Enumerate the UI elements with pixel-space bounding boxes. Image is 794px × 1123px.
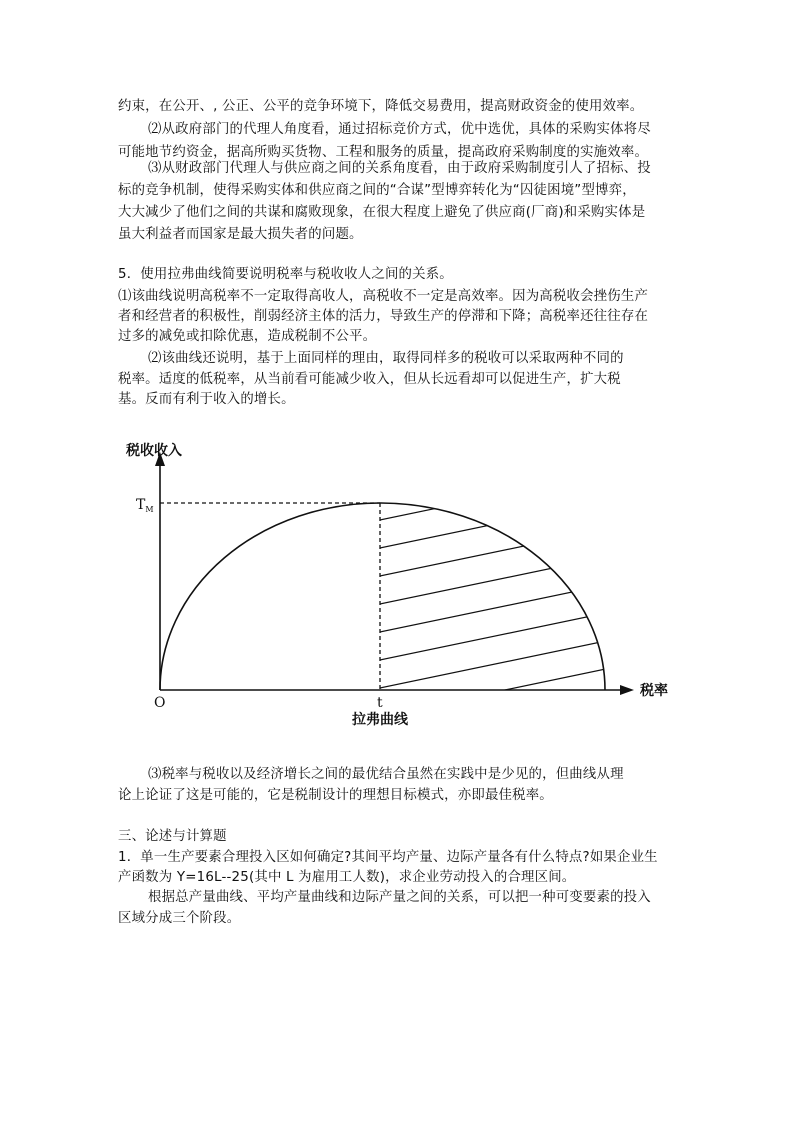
paragraph-line: ⑵该曲线还说明，基于上面同样的理由，取得同样多的税收可以采取两种不同的 (148, 351, 624, 366)
paragraph-line: 者和经营者的积极性，削弱经济主体的活力，导致生产的停滞和下降；高税率还往往存在 (118, 309, 649, 324)
question-5: 5．使用拉弗曲线简要说明税率与税收收人之间的关系。 (118, 267, 453, 282)
origin-label: O (154, 695, 166, 711)
section-heading: 三、论述与计算题 (118, 829, 227, 844)
t-label: t (377, 695, 383, 711)
tm-label: $T_M$ (136, 497, 154, 514)
paragraph-line: 标的竞争机制，使得采购实体和供应商之间的“合谋”型博弈转化为“囚徒困境”型博弈， (118, 183, 636, 198)
y-axis-label: 税收收入 (126, 443, 182, 459)
paragraph-line: 可能地节约资金，据高所购买货物、工程和服务的质量，提高政府采购制度的实施效率。 (118, 145, 649, 160)
x-axis-label: 税率 (640, 683, 668, 699)
paragraph-line: 基。反而有利于收入的增长。 (118, 392, 295, 407)
paragraph-line: 税率。适度的低税率，从当前看可能减少收入，但从长远看却可以促进生产，扩大税 (118, 372, 621, 387)
question-1-line2: 产函数为 Y=16L--25(其中 L 为雇用工人数)，求企业劳动投入的合理区间。 (118, 870, 576, 885)
laffer-curve (160, 503, 605, 690)
paragraph-line: ⑶从财政部门代理人与供应商之间的关系角度看，由于政府采购制度引人了招标、投 (148, 161, 651, 176)
paragraph-line: ⑴该曲线说明高税率不一定取得高收人，高税收不一定是高效率。因为高税收会挫伤生产 (118, 289, 649, 304)
paragraph-line: 区域分成三个阶段。 (118, 911, 241, 926)
paragraph-line: 根据总产量曲线、平均产量曲线和边际产量之间的关系，可以把一种可变要素的投入 (148, 890, 651, 905)
x-axis-arrow (620, 685, 634, 695)
paragraph-line: 论上论证了这是可能的，它是税制设计的理想目标模式，亦即最佳税率。 (118, 788, 553, 803)
paragraph-line: 大大减少了他们之间的共谋和腐败现象，在很大程度上避免了供应商(厂商)和采购实体是 (118, 205, 646, 220)
figure-caption: 拉弗曲线 (352, 712, 408, 728)
paragraph-line: ⑶税率与税收以及经济增长之间的最优结合虽然在实践中是少见的，但曲线从理 (148, 767, 624, 782)
paragraph-line: ⑵从政府部门的代理人角度看，通过招标竞价方式，优中选优，具体的采购实体将尽 (148, 122, 651, 137)
paragraph-line: 过多的减免或扣除优惠，造成税制不公平。 (118, 329, 377, 344)
paragraph-line: 约束，在公开、, 公正、公平的竞争环境下，降低交易费用，提高财政资金的使用效率。 (118, 99, 644, 114)
paragraph-line: 虽大利益者而国家是最大损失者的问题。 (118, 227, 363, 242)
question-1: 1．单一生产要素合理投入区如何确定?其间平均产量、边际产量各有什么特点?如果企业生 (118, 850, 658, 865)
hatch-area (380, 470, 620, 772)
